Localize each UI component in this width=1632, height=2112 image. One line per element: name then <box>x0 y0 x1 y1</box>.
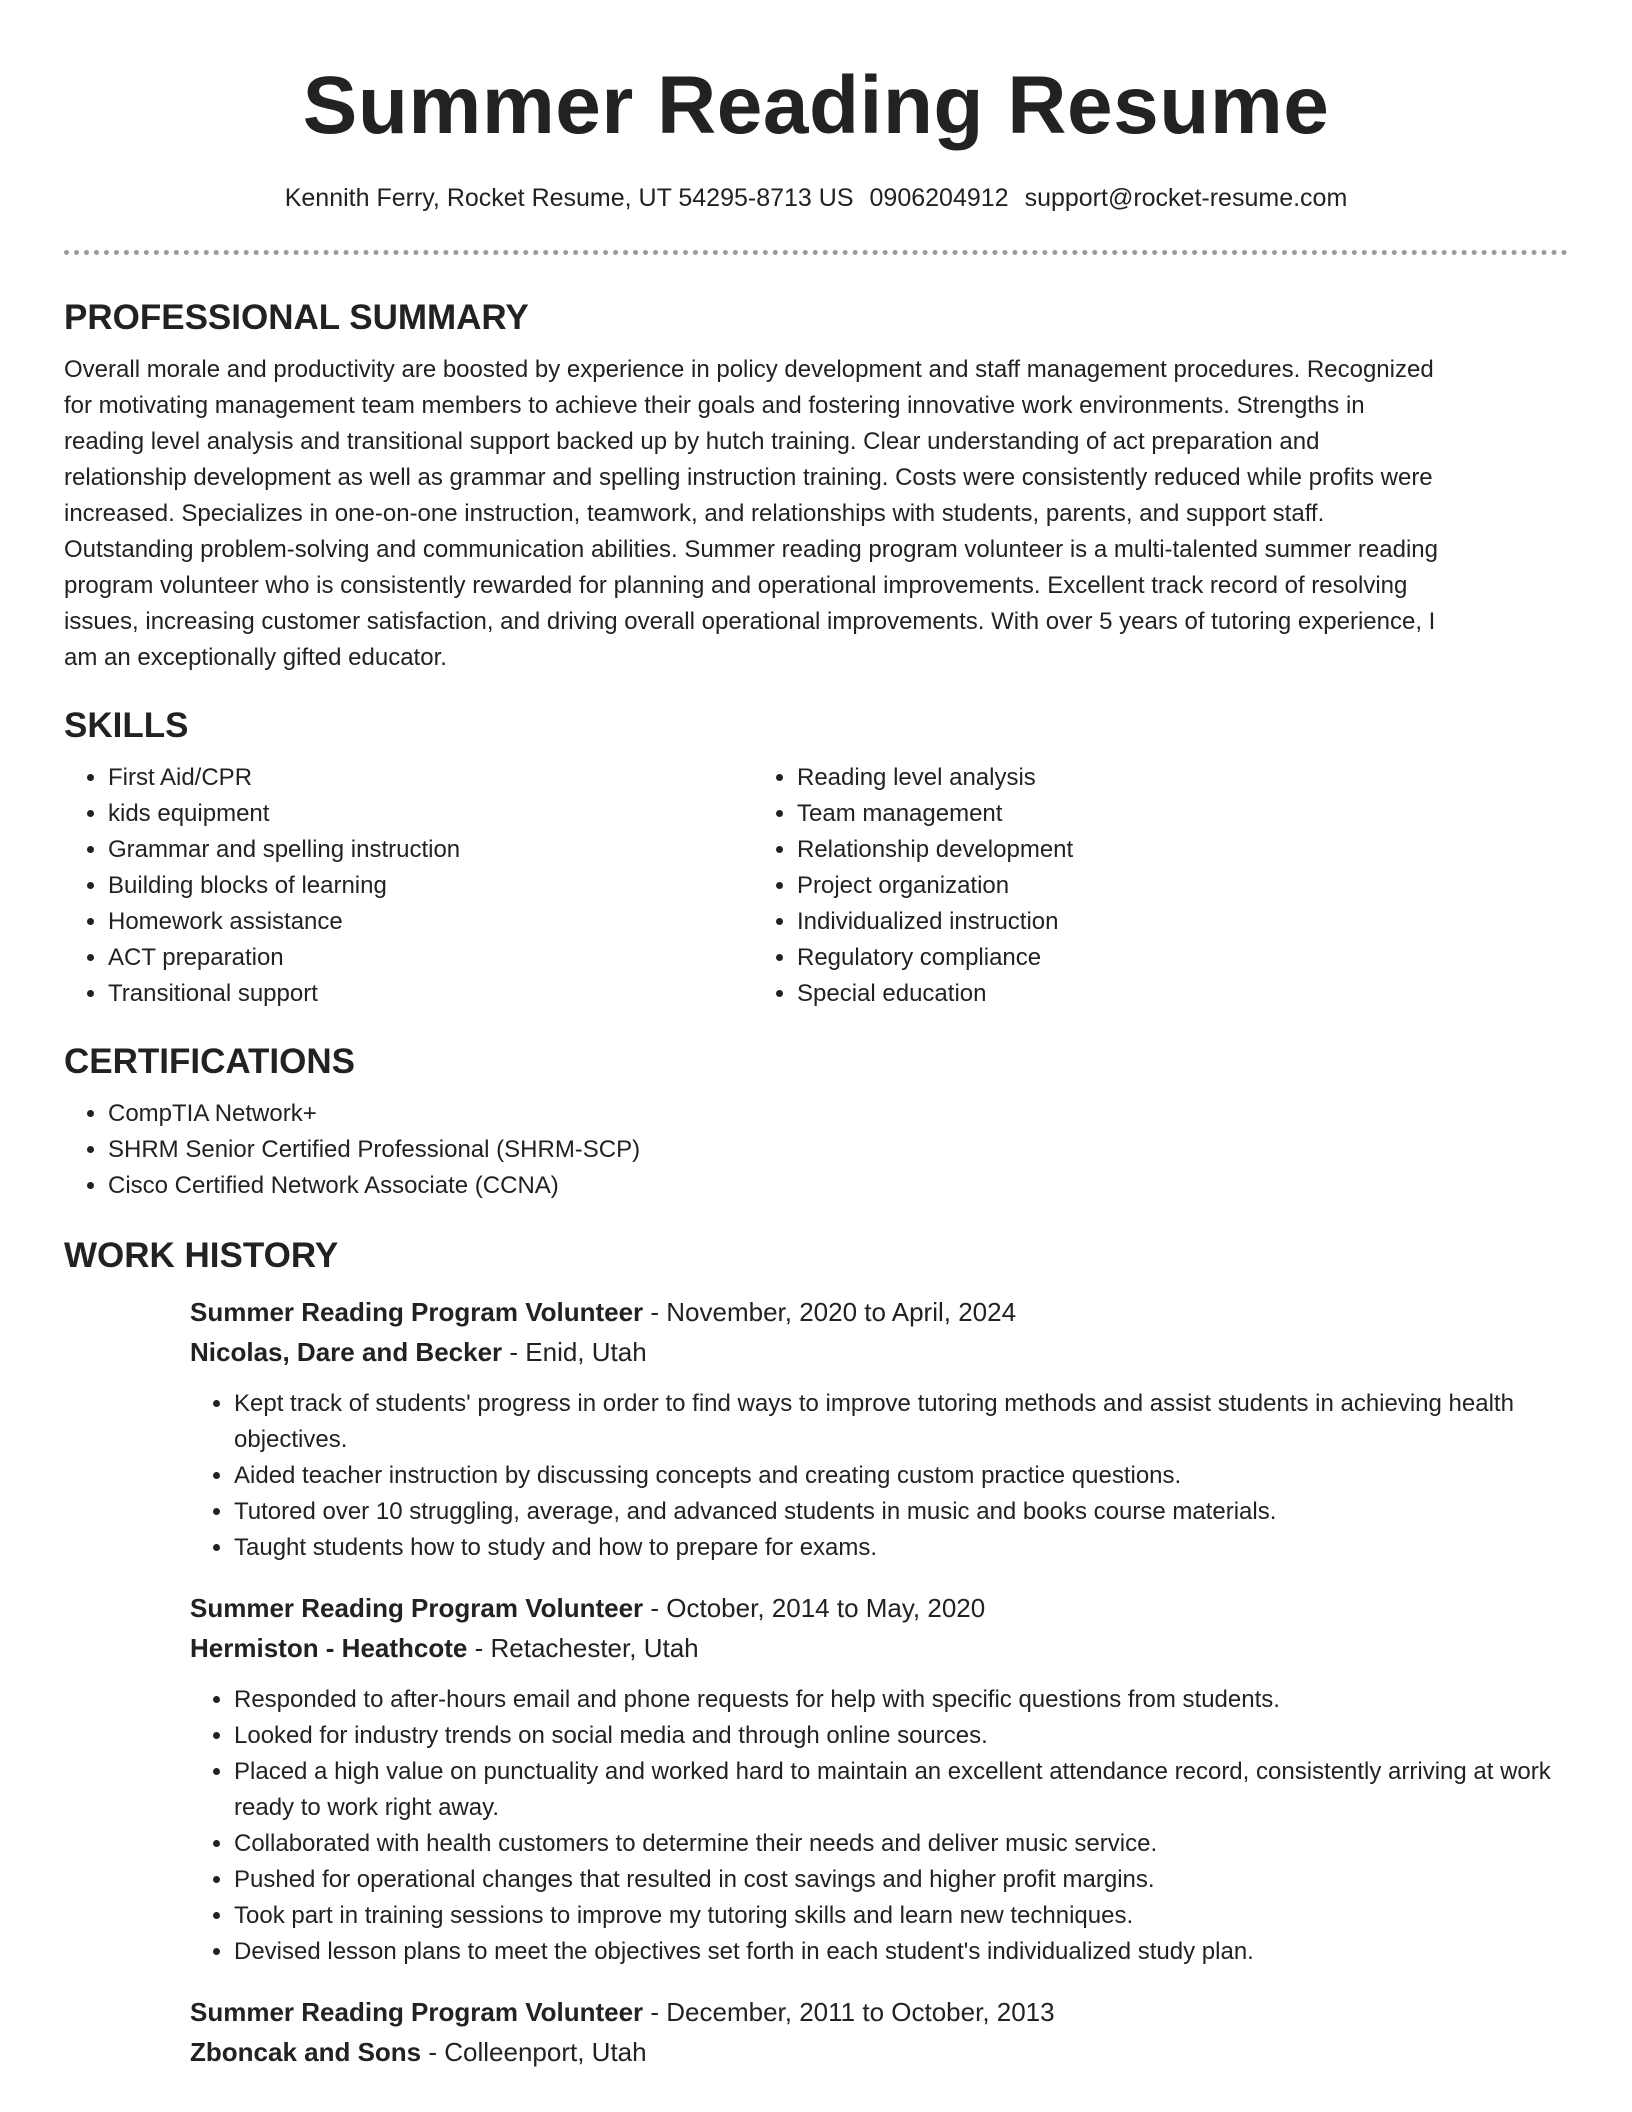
skills-columns <box>64 760 1442 1012</box>
job-dates: - October, 2014 to May, 2020 <box>643 1593 986 1623</box>
skill-item: • Homework assistance <box>108 904 753 940</box>
certifications-section <box>64 1034 1568 1204</box>
job-entry <box>190 1992 1568 2072</box>
job-title-line <box>190 1992 1568 2032</box>
resume-title: Summer Reading Resume <box>302 60 1330 151</box>
job-bullets <box>190 1386 1568 1566</box>
skills-heading: SKILLS <box>64 706 189 745</box>
resume-content <box>64 290 1568 2094</box>
contact-email: support@rocket-resume.com <box>1024 184 1348 212</box>
job-bullet: • Placed a high value on punctuality and worked hard to maintain an excellent attendance record, consistently arriving at work ready to work right away. <box>234 1754 1568 1826</box>
job-company-line <box>190 1332 1568 1372</box>
job-bullet: • Taught students how to study and how to prepare for exams. <box>234 1530 1568 1566</box>
work-history-heading: WORK HISTORY <box>64 1236 339 1275</box>
skill-item: • Individualized instruction <box>797 904 1442 940</box>
summary-text: Overall morale and productivity are boosted by experience in policy development and staff management procedures. Recognized for motivating management team members to achieve their goals and fostering innovative work environments. Strengths in reading level analysis and transitional support backed up by hutch training. Clear understanding of act preparation and relationship development as well as grammar and spelling instruction training. Costs were consistently reduced while profits were increased. Specializes in one-on-one instruction, teamwork, and relationships with students, parents, and support staff. Outstanding problem-solving and communication abilities. Summer reading program volunteer is a multi-talented summer reading program volunteer who is consistently rewarded for planning and operational improvements. Excellent track record of resolving issues, increasing customer satisfaction, and driving overall operational improvements. With over 5 years of tutoring experience, I am an exceptionally gifted educator. <box>64 356 1438 671</box>
job-bullet: • Took part in training sessions to improve my tutoring skills and learn new techniques. <box>234 1898 1568 1934</box>
job-dates: - November, 2020 to April, 2024 <box>643 1297 1017 1327</box>
skill-item: • Transitional support <box>108 976 753 1012</box>
job-bullet: • Aided teacher instruction by discussing concepts and creating custom practice questions. <box>234 1458 1568 1494</box>
skill-item: • kids equipment <box>108 796 753 832</box>
skills-section <box>64 698 1568 1012</box>
job-bullet: • Pushed for operational changes that resulted in cost savings and higher profit margins. <box>234 1862 1568 1898</box>
header-divider <box>64 250 1568 255</box>
work-history-section <box>64 1228 1568 2072</box>
job-entry <box>190 1292 1568 1566</box>
skill-item: • Regulatory compliance <box>797 940 1442 976</box>
job-entry <box>190 1588 1568 1970</box>
contact-line <box>0 180 1632 216</box>
job-company: Zboncak and Sons <box>190 2037 422 2067</box>
job-bullet: • Collaborated with health customers to determine their needs and deliver music service. <box>234 1826 1568 1862</box>
certification-item: • CompTIA Network+ <box>108 1096 1486 1132</box>
skill-item: • Reading level analysis <box>797 760 1442 796</box>
certification-item: • Cisco Certified Network Associate (CCNA) <box>108 1168 1486 1204</box>
skill-item: • Grammar and spelling instruction <box>108 832 753 868</box>
skill-item: • Special education <box>797 976 1442 1012</box>
summary-heading: PROFESSIONAL SUMMARY <box>64 298 529 337</box>
skill-item: • Project organization <box>797 868 1442 904</box>
skill-item: • First Aid/CPR <box>108 760 753 796</box>
certification-item: • SHRM Senior Certified Professional (SHRM-SCP) <box>108 1132 1486 1168</box>
summary-section <box>64 290 1568 676</box>
job-company: Nicolas, Dare and Becker <box>190 1337 503 1367</box>
contact-phone: 0906204912 <box>869 184 1009 212</box>
job-company-line <box>190 2032 1568 2072</box>
job-location: - Retachester, Utah <box>467 1633 699 1663</box>
contact-address: Kennith Ferry, Rocket Resume, UT 54295-8713 US <box>284 184 854 212</box>
job-bullet: • Devised lesson plans to meet the objectives set forth in each student's individualized study plan. <box>234 1934 1568 1970</box>
job-bullet: • Responded to after-hours email and phone requests for help with specific questions from students. <box>234 1682 1568 1718</box>
job-title: Summer Reading Program Volunteer <box>190 1593 644 1623</box>
skill-item: • ACT preparation <box>108 940 753 976</box>
job-title-line <box>190 1292 1568 1332</box>
skills-left-list <box>64 760 753 1012</box>
job-company: Hermiston - Heathcote <box>190 1633 468 1663</box>
job-bullets <box>190 1682 1568 1970</box>
skill-item: • Team management <box>797 796 1442 832</box>
job-company-line <box>190 1628 1568 1668</box>
skill-item: • Relationship development <box>797 832 1442 868</box>
job-dates: - December, 2011 to October, 2013 <box>643 1997 1055 2027</box>
job-title: Summer Reading Program Volunteer <box>190 1997 644 2027</box>
job-title: Summer Reading Program Volunteer <box>190 1297 644 1327</box>
job-bullet: • Tutored over 10 struggling, average, and advanced students in music and books course materials. <box>234 1494 1568 1530</box>
skill-item: • Building blocks of learning <box>108 868 753 904</box>
job-location: - Enid, Utah <box>502 1337 647 1367</box>
job-bullet: • Kept track of students' progress in order to find ways to improve tutoring methods and assist students in achieving health objectives. <box>234 1386 1568 1458</box>
job-bullet: • Looked for industry trends on social media and through online sources. <box>234 1718 1568 1754</box>
certifications-heading: CERTIFICATIONS <box>64 1042 356 1081</box>
skills-right-list <box>753 760 1442 1012</box>
job-title-line <box>190 1588 1568 1628</box>
certifications-list <box>64 1096 1486 1204</box>
job-location: - Colleenport, Utah <box>421 2037 647 2067</box>
